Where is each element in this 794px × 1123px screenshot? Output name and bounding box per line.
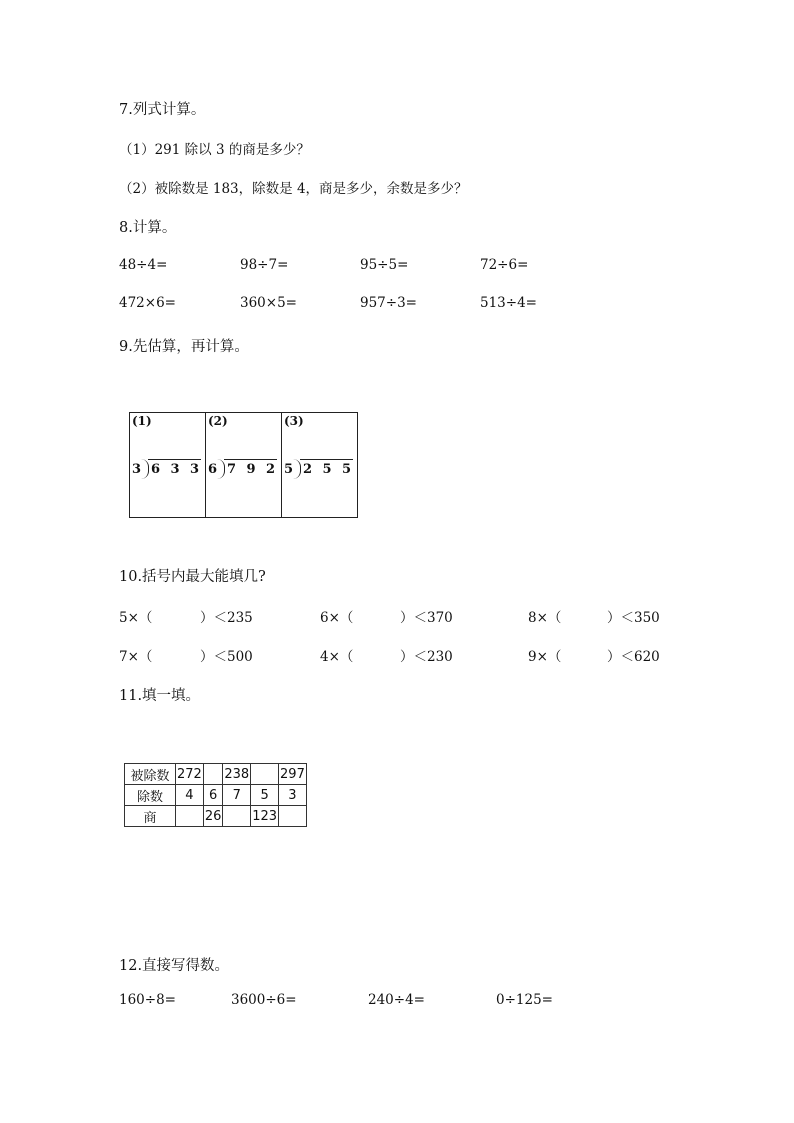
q8-expr: 72÷6= xyxy=(480,257,529,273)
q10-right: ）＜370 xyxy=(400,610,453,626)
q8-expr: 957÷3= xyxy=(360,295,417,311)
q8-expr: 360×5= xyxy=(240,295,297,311)
q10-right: ）＜230 xyxy=(400,649,453,665)
long-division-3[interactable] xyxy=(282,413,357,517)
dividend-digit: 3 xyxy=(170,462,180,477)
dividend xyxy=(151,462,199,477)
q10-title: 10.括号内最大能填几? xyxy=(119,569,266,585)
q8-title: 8.计算。 xyxy=(119,220,177,236)
q12-expr: 3600÷6= xyxy=(231,992,297,1008)
q10-right: ）＜350 xyxy=(607,610,660,626)
table-row xyxy=(125,785,307,806)
q10-left: 8×（ xyxy=(528,610,562,626)
q10-left: 7×（ xyxy=(119,649,153,665)
division-bar xyxy=(300,459,353,460)
problem-label: (2) xyxy=(208,414,228,428)
table-cell[interactable] xyxy=(203,764,223,785)
q10-left: 9×（ xyxy=(528,649,562,665)
division-bracket xyxy=(217,459,225,479)
division-bar xyxy=(224,459,277,460)
q12-title: 12.直接写得数。 xyxy=(119,958,230,974)
table-cell[interactable] xyxy=(176,806,204,827)
table-header-cell: 除数 xyxy=(125,785,176,806)
q10-left: 4×（ xyxy=(320,649,354,665)
q10-right: ）＜620 xyxy=(607,649,660,665)
table-header-cell: 被除数 xyxy=(125,764,176,785)
table-row xyxy=(125,764,307,785)
table-cell[interactable]: 3 xyxy=(279,785,307,806)
table-cell[interactable]: 272 xyxy=(176,764,204,785)
dividend xyxy=(303,462,351,477)
dividend-digit: 3 xyxy=(189,462,199,477)
q8-row-2 xyxy=(0,295,794,315)
q11-title: 11.填一填。 xyxy=(119,688,201,704)
dividend xyxy=(227,462,275,477)
long-division-grid xyxy=(129,412,358,518)
long-division-2[interactable] xyxy=(206,413,282,517)
q10-row-2 xyxy=(0,645,794,665)
problem-label: (3) xyxy=(284,414,304,428)
q8-expr: 513÷4= xyxy=(480,295,537,311)
table-cell[interactable]: 26 xyxy=(203,806,223,827)
q8-row-1 xyxy=(0,257,794,277)
q10-left: 6×（ xyxy=(320,610,354,626)
table-cell[interactable]: 5 xyxy=(251,785,279,806)
q9-title: 9.先估算，再计算。 xyxy=(119,339,249,355)
table-cell[interactable]: 7 xyxy=(223,785,251,806)
division-bar xyxy=(148,459,201,460)
dividend-digit: 2 xyxy=(303,462,313,477)
table-cell[interactable]: 238 xyxy=(223,764,251,785)
table-row xyxy=(125,806,307,827)
q12-expr: 240÷4= xyxy=(368,992,425,1008)
table-cell[interactable]: 297 xyxy=(279,764,307,785)
q10-row-1 xyxy=(0,606,794,626)
long-division-1[interactable] xyxy=(130,413,206,517)
division-bracket xyxy=(293,459,301,479)
table-header-cell: 商 xyxy=(125,806,176,827)
divisor: 5 xyxy=(284,462,294,477)
table-cell[interactable]: 123 xyxy=(251,806,279,827)
q7-item-2: （2）被除数是 183，除数是 4，商是多少，余数是多少？ xyxy=(119,181,468,197)
table-cell[interactable] xyxy=(223,806,251,827)
fill-table xyxy=(124,763,307,827)
dividend-digit: 2 xyxy=(265,462,275,477)
problem-label: (1) xyxy=(132,414,152,428)
q12-expr: 160÷8= xyxy=(119,992,176,1008)
dividend-digit: 6 xyxy=(151,462,161,477)
division-bracket xyxy=(141,459,149,479)
divisor: 6 xyxy=(208,462,218,477)
q10-left: 5×（ xyxy=(119,610,153,626)
dividend-digit: 7 xyxy=(227,462,237,477)
table-cell[interactable]: 6 xyxy=(203,785,223,806)
q12-row xyxy=(0,992,794,1012)
dividend-digit: 9 xyxy=(246,462,256,477)
table-cell[interactable] xyxy=(279,806,307,827)
q10-right: ）＜500 xyxy=(200,649,253,665)
q8-expr: 472×6= xyxy=(119,295,176,311)
q8-expr: 95÷5= xyxy=(360,257,409,273)
q10-right: ）＜235 xyxy=(200,610,253,626)
table-cell[interactable]: 4 xyxy=(176,785,204,806)
table-cell[interactable] xyxy=(251,764,279,785)
q7-title: 7.列式计算。 xyxy=(119,102,206,118)
dividend-digit: 5 xyxy=(341,462,351,477)
q8-expr: 48÷4= xyxy=(119,257,168,273)
divisor: 3 xyxy=(132,462,142,477)
dividend-digit: 5 xyxy=(322,462,332,477)
q8-expr: 98÷7= xyxy=(240,257,289,273)
q7-item-1: （1）291 除以 3 的商是多少？ xyxy=(119,142,310,158)
q12-expr: 0÷125= xyxy=(496,992,553,1008)
